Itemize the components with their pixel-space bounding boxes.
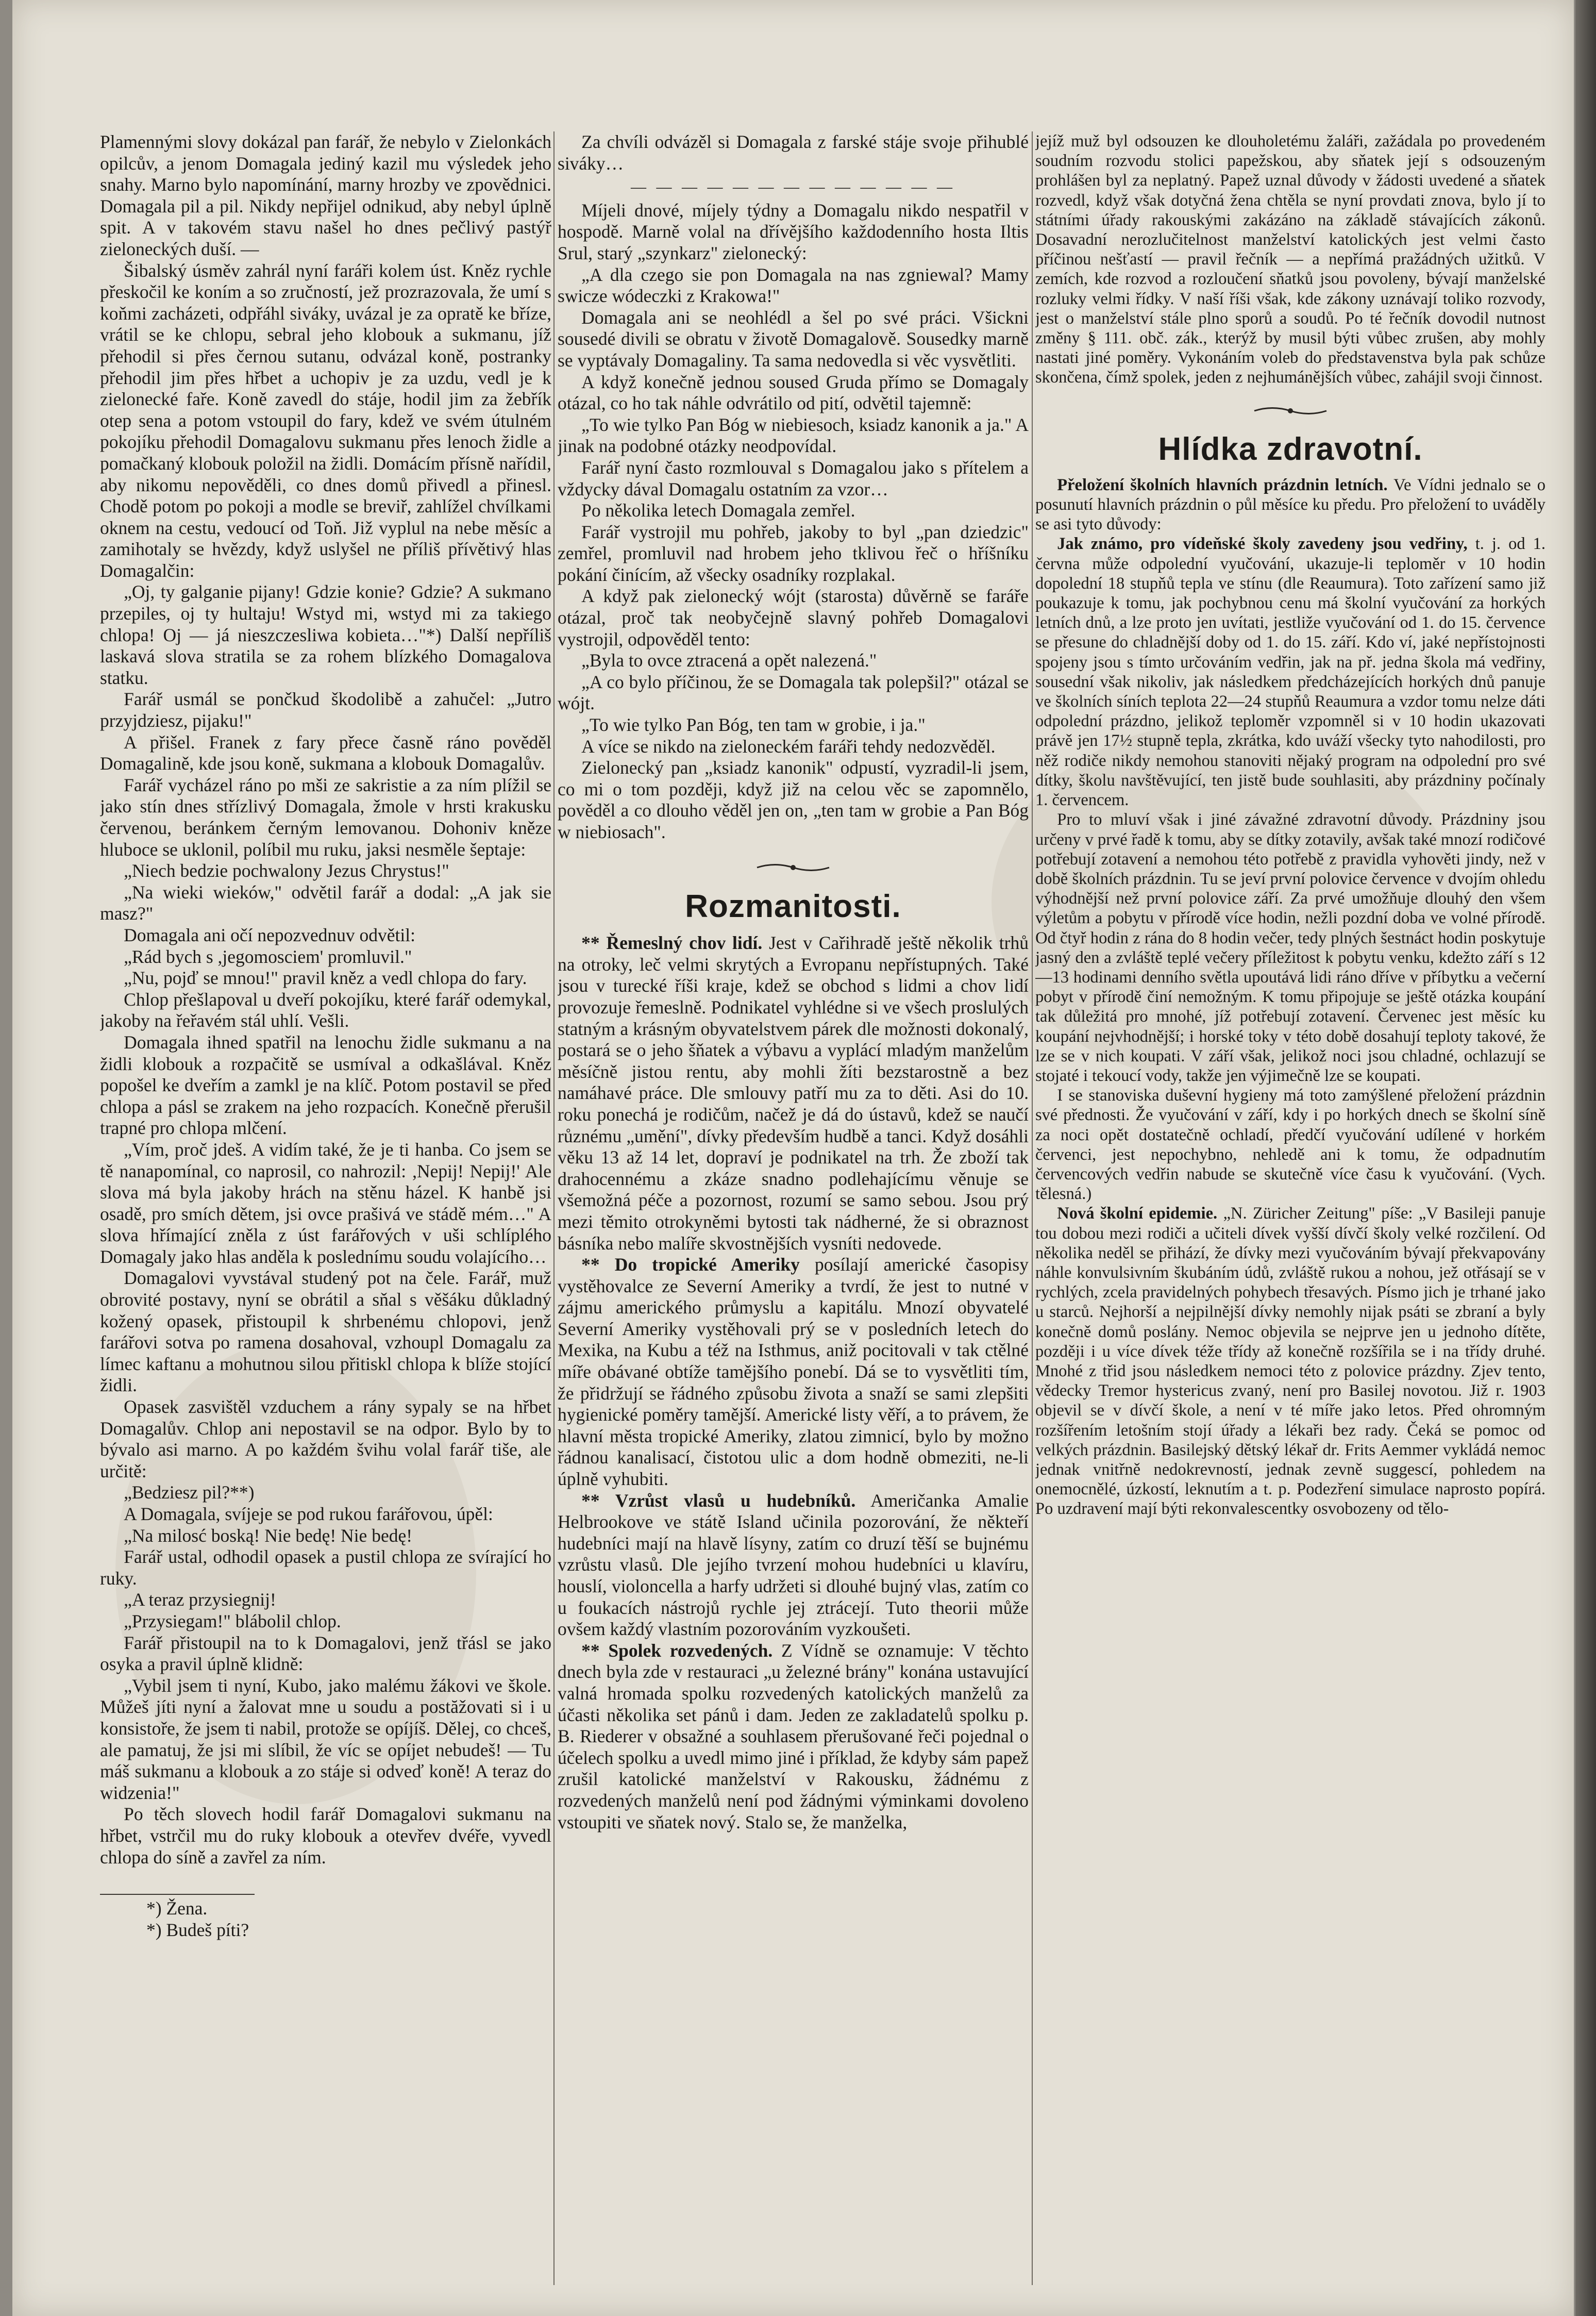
story-paragraph: „Przysiegam!" blábolil chlop.	[124, 1610, 341, 1631]
footnotes	[100, 1894, 255, 1941]
story-paragraph: Domagala ihned spatřil na lenochu židle sukmanu a na židli klobouk a rozpačitě se usmíval a odkašlával. Kněz popošel ke dveřím a zamkl je na klíč. Potom postavil se před chlopa a pásl se zrakem na jeho rozpacích. Konečně přerušil trapné pro chlopa mlčení.	[100, 1031, 551, 1139]
column-right	[1035, 131, 1545, 2295]
story-paragraph: Plamennými slovy dokázal pan farář, že nebylo v Zielonkách opilcův, a jenom Domagala jediný kazil mu výsledek jeho snahy. Marno bylo napomínání, marny hrozby ve zpovědnici. Domagala pil a pil. Nikdy nepřijel odnikud, aby nebyl úplně spit. A v takovém stavu našel ho dnes pečlivý pastýř zieloneckých duší. —	[100, 131, 551, 259]
story-paragraph: A když pak zielonecký wójt (starosta) důvěrně se faráře otázal, proč tak neobyčejně slavný pohřeb Domagalovi vystrojil, odpověděl tento:	[558, 586, 1029, 649]
article-paragraph: jejíž muž byl odsouzen ke dlouholetému žaláři, zažádala po provedeném soudním rozvodu stolici papežskou, aby sňatek její s odsouzeným prohlášen byl za neplatný. Papež uznal důvody v žádosti uvedené a sňatek rozvedl, když však dotyčná žena chtěla se nyní provdati znova, bylo jí to státními úřady rakouskými zakázáno na základě stávajících zákonů. Dosavadní nerozlučitelnost manželství katolických jest velmi často příčinou nešťastí — pravil řečník — a nepřímá pražádných užitků. V zemích, kde rozvod a rozloučení sňatků jsou povoleny, bývají manželské rozluky velmi řídky. V naší říši však, kde zákony uznávají toliko rozvody, jest o manželství stále plno sporů a soudů. Po té řečník dovodil nutnost změny § 111. obč. zák., kterýž by musil býti vůbec zrušen, aby mohly nastati jiné poměry. Vykonáním voleb do představenstva byla pak schůze skončena, čímž spolek, jeden z nejhumánějších vůbec, zahájil svoji činnost.	[1035, 132, 1545, 387]
story-paragraph: Farář vycházel ráno po mši ze sakristie a za ním plížil se jako stín dnes střízlivý Domagala, žmole v hrsti krakusku červenou, beránkem černým lemovanou. Dohoniv kněze hluboce se uklonil, políbil mu ruku, jaksi nesměle šeptaje:	[100, 774, 551, 860]
scan-edge	[1575, 0, 1596, 2316]
story-paragraph: „Bedziesz pil?**)	[124, 1482, 255, 1503]
article-text: Američanka Amalie Helbrookove ve státě Island učinila pozorování, že někteří hudebníci mají na hlavě lísyny, zatím co druzí těší se bujnému vzrůstu vlasů. Dle jejího tvrzení mohou hudebníci u klavíru, houslí, violoncella a harfy udržeti si dlouhé bujný vlas, zatím co u foukacích nástrojů rychle jej ztrácejí. Tuto theorii může ovšem každý vlastním pozorováním vyzkoušeti.	[558, 1490, 1029, 1640]
ornament-divider	[1035, 402, 1545, 422]
footnote: *) Budeš píti?	[146, 1919, 249, 1940]
article-lead: Nová školní epidemie.	[1057, 1204, 1218, 1223]
story-paragraph: „Nu, pojď se mnou!" pravil kněz a vedl chlopa do fary.	[124, 968, 527, 989]
article-text: I se stanoviska duševní hygieny má toto zamýšlené přeložení prázdnin své přednosti. Že vyučování v září, kdy i po horkých dnech se školní síně za noci opět dostatečně ochladí, předčí vyučování udílené v horkém červenci, jest nepochybno, nehledě ani k tomu, že odpadnutím červencových vedřin nabude se skutečně více času k vyučování. (Vych. tělesná.)	[1035, 1086, 1545, 1204]
story-paragraph: Za chvíli odvázěl si Domagala z farské stáje svoje přihublé siváky…	[558, 131, 1029, 174]
story-paragraph: Opasek zasvištěl vzduchem a rány sypaly se na hřbet Domagalův. Chlop ani nepostavil se na odpor. Bylo by to bývalo asi marno. A po každém švihu volal farář tiše, ale určitě:	[100, 1396, 551, 1481]
article-lead: ** Spolek rozvedených.	[581, 1640, 773, 1661]
article-text: Ve Vídni jednalo se o posunutí hlavních prázdnin o půl měsíce ku předu. Pro přeložení to uváděly se asi tyto důvody:	[1035, 475, 1545, 534]
article-lead: Přeložení školních hlavních prázdnin letních.	[1057, 475, 1388, 494]
story-paragraph: Domagalovi vyvstával studený pot na čele. Farář, muž obrovité postavy, nyní se obrátil a sňal s věšáku důkladný kožený opasek, přistoupil k shrbenému chlopovi, jenž farářovi sotva po ramena dosahoval, vzhoupl Domagalu za límec kaftanu a mohutnou silou přitiskl chlopa k blíže stojící židli.	[100, 1268, 551, 1396]
story-paragraph: Domagala ani očí nepozvednuv odvětil:	[124, 924, 415, 945]
column-divider	[553, 131, 555, 2285]
story-paragraph: „A dla czego sie pon Domagala na nas zgniewal? Mamy swicze wódeczki z Krakowa!"	[558, 264, 1029, 307]
story-paragraph: Farář vystrojil mu pohřeb, jakoby to byl „pan dziedzic" zemřel, promluvil nad hrobem jeho tklivou řeč o hříšníku pokání činícím, až všecky osadníky rozplakal.	[558, 521, 1029, 585]
story-paragraph: „A co bylo příčinou, že se Domagala tak polepšil?" otázal se wójt.	[558, 671, 1029, 714]
article-text: Pro to mluví však i jiné závažné zdravotní důvody. Prázdniny jsou určeny v prvé řadě k tomu, aby se dítky zotavily, avšak také mnozí rodičové potřebují zotavení a nemohou této potřebě z pravidla vyhověti jindy, než v době školních prázdnin. Tu se jeví první polovice července v dvojím ohledu výhodnější než první polovice září. Za prvé umožňuje dlouhý den všem výletům a pobytu v přírodě více hodin, nežli pozdní doba ve volné přírodě. Od čtyř hodin z rána do 8 hodin večer, tedy plných šestnáct hodin poskytuje jasný den a zvláště teplé večery příležitost k pobytu venku, kdežto září s 12—13 hodinami denního světla upoutává lidi ráno dříve v příbytku a večerní pobyt v přírodě činí nemožným. K tomu připojuje se ještě otázka koupání tak důležitá pro mnohé, jíž potřebují zotavení. Červenec jest měsíc ku koupání nejvhodnější; i horské toky v této době dosahují teploty takové, že lze se v nich koupati. V září však, jelikož noci jsou chladné, ochlazují se stojaté i tekoucí vody, takže jen výjimečně lze se koupati.	[1035, 810, 1545, 1085]
story-paragraph: „Na wieki wieków," odvětil farář a dodal: „A jak sie masz?"	[100, 881, 551, 924]
column-left	[100, 131, 551, 2295]
article-text: posílají americké časopisy vystěhovalce ze Severní Ameriky a tvrdí, že jest to nutné v zájmu amerického průmyslu a kapitálu. Mnozí obyvatelé Severní Ameriky vystěhovali prý se v posledních letech do Mexika, na Kubu a též na Isthmus, aniž pocitovali v tak ctělné míře obávané obtíže tamějšího ponebí. Dá se to vysvětliti tím, že přidržují se řádného způsobu života a snaží se sami zlepšiti hygienické poměry tamější. Americké listy věří, a to právem, že hlavní města tropické Ameriky, zlatou zimnicí, bylo by možno řádnou kanalisací, čistotou ulic a dom hodně obmeziti, ne-li úplně vyhubiti.	[558, 1254, 1029, 1490]
story-paragraph: Farář usmál se pončkud škodolibě a zahučel: „Jutro przyjdziesz, pijaku!"	[100, 689, 551, 731]
story-paragraph: Po těch slovech hodil farář Domagalovi sukmanu na hřbet, vstrčil mu do ruky klobouk a otevřev dvéře, vyvedl chlopa do síně a zavřel za ním.	[100, 1804, 551, 1868]
story-paragraph: Po několika letech Domagala zemřel.	[581, 500, 855, 521]
section-heading-rozmanitosti: Rozmanitosti.	[685, 889, 901, 925]
story-paragraph: Farář přistoupil na to k Domagalovi, jenž třásl se jako osyka a pravil úplně klidně:	[100, 1632, 551, 1675]
story-paragraph: Farář nyní často rozmlouval s Domagalou jako s přítelem a vždycky dával Domagalu ostatním za vzor…	[558, 457, 1029, 499]
story-paragraph: A více se nikdo na zieloneckém faráři tehdy nedozvěděl.	[581, 736, 996, 757]
story-paragraph: „Vím, proč jdeš. A vidím také, že je ti hanba. Co jsem se tě nanapomínal, co naprosil, co nahrozil: ,Nepij! Nepij!' Ale slova má byla jakoby hrách na stěnu házel. K hanbě jsi osadě, pro smích dětem, jsi ovce prašivá ve stádě mém…" A slova hřímající zněla z úst farářových v uši schlíplého Domagaly jako hlas anděla k poslednímu soudu volajícího…	[100, 1139, 551, 1267]
article-lead: ** Do tropické Ameriky	[581, 1254, 800, 1275]
ornament-icon	[1252, 405, 1329, 416]
story-paragraph: A Domagala, svíjeje se pod rukou farářovou, úpěl:	[124, 1504, 493, 1524]
story-paragraph: „To wie tylko Pan Bóg w niebiesoch, ksiadz kanonik a ja." A jinak na podobné otázky neodpovídal.	[558, 414, 1029, 457]
article-text: „N. Züricher Zeitung" píše: „V Basileji panuje tou dobou mezi rodiči a učiteli dívek vyšší dívčí školy velké rozčilení. Od několika neděl se přihází, že dívky mezi vyučováním bývají překvapovány náhle konvulsivním škubáním údů, zvláště rukou a nohou, jež otřásají se v rychlých, zcela pravidelných pohybech třesavých. Písmo jich je trhané jako u starců. Nejhorší a nejpilnější dívky nemohly nijak psáti se zbraní a byly konečně domů poslány. Nemoc objevila se nejprve jen u jednoho dítěte, později i u více dívek téže třídy až konečně rozšířila se i na třídy druhé. Mnohé z třid jsou následkem nemoci této z polovice prázdny. Zjev tento, vědecky Tremor hystericus zvaný, není pro Basilej novotou. Již r. 1903 objevil se v dívčí škole, a není v té míře jako letos. Před ohromným rozšířením letošním stojí úřady a lékaři bez rady. Čeká se pomoc od velkých prázdnin. Basilejský dětský lékař dr. Frits Aemmer vykládá nemoc jednak vnitřně nedokrevností, jednak zevně suggescí, pohledem na onemocnělé, úzkostí, leknutím a t. p. Podezření simulace naprosto popírá. Po uzdravení mají býti rekonvalescentky osvobozeny od tělo-	[1035, 1204, 1545, 1519]
story-paragraph: Míjeli dnové, míjely týdny a Domagalu nikdo nespatřil v hospodě. Marně volal na dřívějšího každodenního hosta Iltis Srul, starý „szynkarz" zielonecký:	[558, 199, 1029, 263]
section-heading-hlidka-zdravotni: Hlídka zdravotní.	[1158, 431, 1423, 467]
ornament-icon	[754, 862, 832, 873]
article-lead: Jak známo, pro vídeňské školy zavedeny jsou vedřiny,	[1057, 535, 1468, 554]
column-middle	[558, 131, 1029, 2295]
story-paragraph: „Oj, ty galganie pijany! Gdzie konie? Gdzie? A sukmano przepiles, oj ty hultaju! Wstyd mi, wstyd mi za takiego chlopa! Oj — já nieszczesliwa kobieta…"*) Další nepříliš laskavá slova stratila se za rohem blízkého Domagalova statku.	[100, 581, 551, 688]
article-lead: ** Vzrůst vlasů u hudebníků.	[581, 1490, 856, 1511]
story-paragraph: „Byla to ovce ztracená a opět nalezená."	[581, 650, 877, 671]
story-paragraph: Šibalský úsměv zahrál nyní faráři kolem úst. Kněz rychle přeskočil ke koním a so zručností, jež prozrazovala, že umí s koňmi zacházeti, odpřáhl siváky, uvázal je za opratě ke bříze, vrátil se ke chlopu, sebral jeho klobouk a sukmanu, jíž přehodil si přes černou sutanu, odvázal koně, postranky přehodil jim přes hřbet a uchopiv je za uzdu, vedl je k zielonecké faře. Koně zavedl do stáje, hodil jim za žebřík otep sena a potom vstoupil do fary, kdež ve svém útulném pokojíku přehodil Domagalovu sukmanu přes lenoch židle a pomačkaný klobouk položil na židli. Domácím přísně nařídil, aby nikomu nepověděli, co dnes domů přivedl a přinesl. Chodě potom po pokoji a modle se breviř, zahlížel chvílkami oknem na cestu, vedoucí od Toň. Již vyplul na nebe měsíc a zamihotaly se hvězdy, když uslyšel ne příliš přívětivý hlas Domagalčin:	[100, 260, 551, 581]
story-paragraph: „To wie tylko Pan Bóg, ten tam w grobie, i ja."	[581, 714, 926, 736]
article-text: Jest v Cařihradě ještě několik trhů na otroky, leč velmi skrytých a Evropanu nepřístupných. Také jsou v turecké říši kraje, kdež se obchod s lidmi a chov lidí provozuje řemeslně. Podnikatel vyhlédne si ve všech proslulých statným a krásným obyvatelstvem párek dle možnosti dokonalý, postará se o jeho šňatek a výbavu a vyplácí mladým manželům měsíčně jistou rentu, aby mohli žíti bezstarostně a bez namáhavé práce. Dle smlouvy patří mu za to děti. Asi do 10. roku ponechá je rodičům, načež je dá do ústavů, kdež se naučí různému „umění", dívky především hudbě a tanci. Když dosáhli věku 13 až 14 let, dopraví je podnikatel na trh. Že zboží tak drahocennému a zkáze snadno podlehajícímu věnuje se všemožná péče a pozornost, rozumí se samo sebou. Jsou prý mezi těmito otrokyněmi bytosti tak nádherné, že si obraznost básníka nebo malíře skvostnějších vysníti nedovede.	[558, 932, 1029, 1254]
story-paragraph: „A teraz przysiegnij!	[124, 1589, 276, 1610]
article-lead: ** Řemeslný chov lidí.	[581, 932, 763, 954]
story-paragraph: „Vybil jsem ti nyní, Kubo, jako malému žákovi ve škole. Můžeš jíti nyní a žalovat mne u soudu a postăžovati si i u konsistoře, že jsem ti nabil, protože se opíjíš. Dělej, co chceš, ale pamatuj, že jsi mi slíbil, že víc se opíjet nebudeš! — Tu máš sukmanu a klobouk a zo stáje si odveď koně! A teraz do widzenia!"	[100, 1675, 551, 1803]
article-text: t. j. od 1. června může odpolední vyučování, ukazuje-li teploměr v 10 hodin dopolední 18 stupňů tepla ve stínu (dle Reaumura). Toto zařízení samo již poukazuje k tomu, jak pochybnou cenu má školní vyučování za horkých letních dnů, a lze proto jen uvítati, jestliže vyučování od 1. do 15. července se přesune do chladnější doby od 1. do 15. září. Kdo ví, jaké nepřístojnosti spojeny jsou s tímto určováním vedřin, jak na př. jedna škola má vedřiny, sousední však nikoliv, jak následkem předcházejících horkých dnů panuje ve školních síních teplota 22—24 stupňů Reaumura a vzdor tomu nelze dáti odpolední prázdno, jelikož teploměr vzpomněl si v 10 hodin ukazovati právě jen 17½ stupně tepla, zkrátka, kdo uváží všecky tyto nahodilosti, pro něž rodiče nikdy nemohou stanoviti nějaký program na odpolední pro své dítky, školu navštěvující, ten jistě bude souhlasiti, aby prázdniny počínaly 1. červencem.	[1035, 535, 1545, 810]
story-paragraph: Domagala ani se neohlédl a šel po své práci. Všickni sousedé divili se obratu v životě Domagalově. Sousedky marně se vyptávaly Domagaliny. Ta sama nedovedla si věc vysvětliti.	[558, 307, 1029, 371]
story-paragraph: Zielonecký pan „ksiadz kanonik" odpustí, vyzradil-li jsem, co mi o tom později, když již na celou věc se zapomnělo, pověděl a co dlouho věděl jen on, „ten tam w grobie a Pan Bóg w niebiosach".	[558, 757, 1029, 842]
newspaper-page	[12, 0, 1574, 2316]
dash-rule: — — — — — — — — — — — — —	[631, 178, 955, 196]
story-paragraph: A přišel. Franek z fary přece časně ráno pověděl Domagalině, kde jsou koně, sukmana a klobouk Domagalův.	[100, 731, 551, 774]
story-paragraph: A když konečně jednou soused Gruda přímo se Domagaly otázal, co ho tak náhle odvrátilo od pití, odvětil tajemně:	[558, 371, 1029, 414]
story-paragraph: Farář ustal, odhodil opasek a pustil chlopa ze svírající ho ruky.	[100, 1546, 551, 1589]
article-text: Z Vídně se oznamuje: V těchto dnech byla zde v restauraci „u železné brány" konána ustavující valná hromada spolku rozvedených katolických manželů za účasti několika set pánů i dam. Jeden ze zakladatelů spolku p. B. Riederer v obsažné a souhlasem přerušované řeči pojednal o účelech spolku a uvedl mimo jiné i příklad, že kdyby sám papež zrušil katolické manželství v Rakousku, žádnému z rozvedených manželů není pod žádnými výminkami dovoleno vstoupiti ve sňatek nový. Stalo se, že manželka,	[558, 1640, 1029, 1832]
story-paragraph: „Na milosć boską! Nie bedę! Nie bedę!	[124, 1525, 413, 1546]
story-paragraph: „Rád bych s ,jegomosciem' promluvil."	[124, 946, 412, 967]
ornament-divider	[558, 858, 1029, 879]
story-paragraph: Chlop přešlapoval u dveří pokojíku, které farář odemykal, jakoby na řeřavém stál uhlí. Vešli.	[100, 989, 551, 1031]
footnote: *) Žena.	[146, 1898, 208, 1919]
story-paragraph: „Niech bedzie pochwalony Jezus Chrystus!"	[124, 860, 449, 881]
column-divider	[1032, 131, 1033, 2285]
